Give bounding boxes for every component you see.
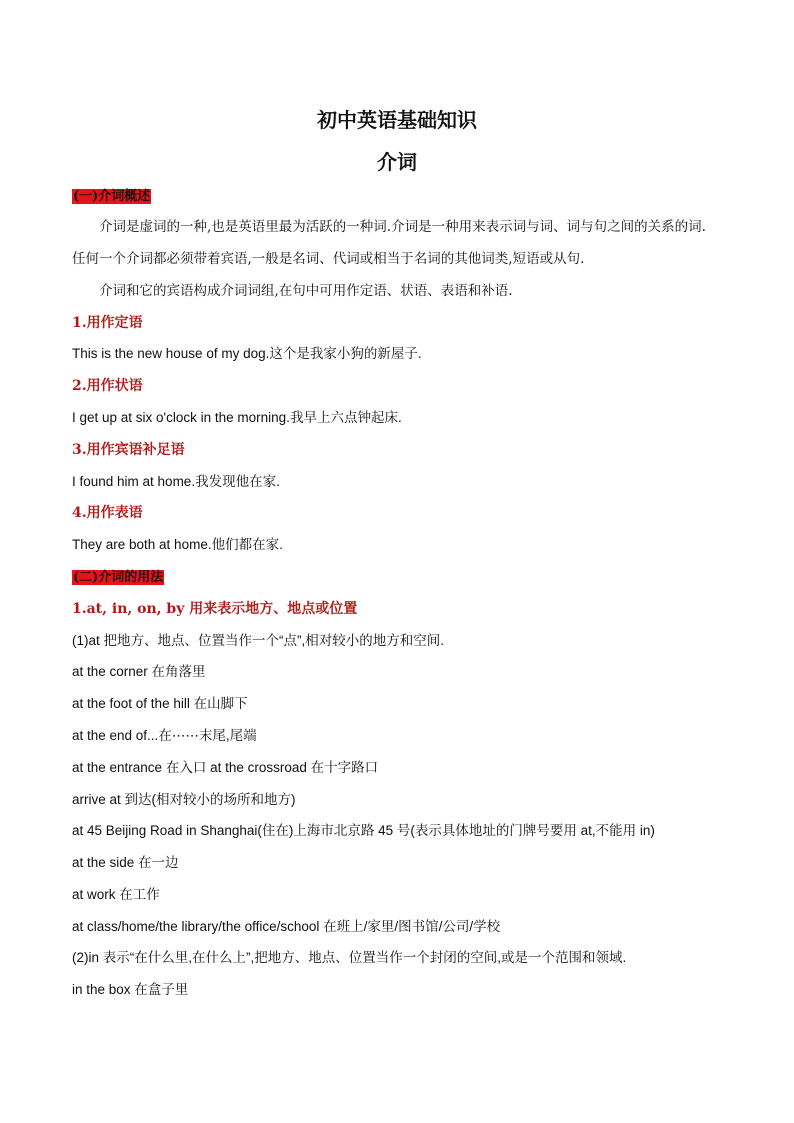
usage-line: in the box 在盒子里 bbox=[72, 982, 189, 997]
usage-example-4: They are both at home.他们都在家. bbox=[72, 537, 283, 552]
usage-heading-3: 3.用作宾语补足语 bbox=[72, 442, 185, 458]
usage-line: at 45 Beijing Road in Shanghai(住在)上海市北京路 45 号(表示具体地址的门牌号要用 at,不能用 in) bbox=[72, 823, 655, 838]
usage-line: at the end of...在⋯⋯末尾,尾端 bbox=[72, 728, 257, 743]
usage-heading-1: 1.用作定语 bbox=[72, 315, 143, 331]
section-1-tag: (一)介词概述 bbox=[73, 189, 151, 204]
usage-example-1: This is the new house of my dog.这个是我家小狗的新屋子. bbox=[72, 346, 422, 361]
usage-line: at the corner 在角落里 bbox=[72, 664, 206, 679]
usage-example-3: I found him at home.我发现他在家. bbox=[72, 474, 280, 489]
section-2-tag: (二)介词的用法 bbox=[73, 570, 164, 585]
section-2-heading: 1.at, in, on, by 用来表示地方、地点或位置 bbox=[72, 601, 358, 617]
paragraph-2: 介词和它的宾语构成介词词组,在句中可用作定语、状语、表语和补语. bbox=[99, 283, 513, 299]
usage-line: at class/home/the library/the office/school 在班上/家里/图书馆/公司/学校 bbox=[72, 919, 501, 934]
usage-line: arrive at 到达(相对较小的场所和地方) bbox=[72, 792, 296, 807]
usage-line: (1)at 把地方、地点、位置当作一个“点”,相对较小的地方和空间. bbox=[72, 633, 445, 648]
paragraph-1a: 介词是虚词的一种,也是英语里最为活跃的一种词.介词是一种用来表示词与词、词与句之间的关系的词. bbox=[99, 219, 706, 235]
document-title: 初中英语基础知识 bbox=[317, 108, 477, 132]
section-2-tag-line bbox=[72, 568, 164, 587]
usage-heading-2: 2.用作状语 bbox=[72, 378, 143, 394]
usage-line: at work 在工作 bbox=[72, 887, 160, 902]
usage-heading-4: 4.用作表语 bbox=[72, 505, 143, 521]
usage-line: at the entrance 在入口 at the crossroad 在十字路口 bbox=[72, 760, 379, 775]
section-1-tag-line bbox=[72, 187, 151, 206]
usage-example-2: I get up at six o'clock in the morning.我早上六点钟起床. bbox=[72, 410, 402, 425]
usage-line: at the foot of the hill 在山脚下 bbox=[72, 696, 248, 711]
usage-line: at the side 在一边 bbox=[72, 855, 179, 870]
usage-line: (2)in 表示“在什么里,在什么上”,把地方、地点、位置当作一个封闭的空间,或是一个范围和领域. bbox=[72, 950, 627, 965]
paragraph-1b: 任何一个介词都必须带着宾语,一般是名词、代词或相当于名词的其他词类,短语或从句. bbox=[72, 251, 585, 267]
document-subtitle: 介词 bbox=[377, 150, 417, 174]
